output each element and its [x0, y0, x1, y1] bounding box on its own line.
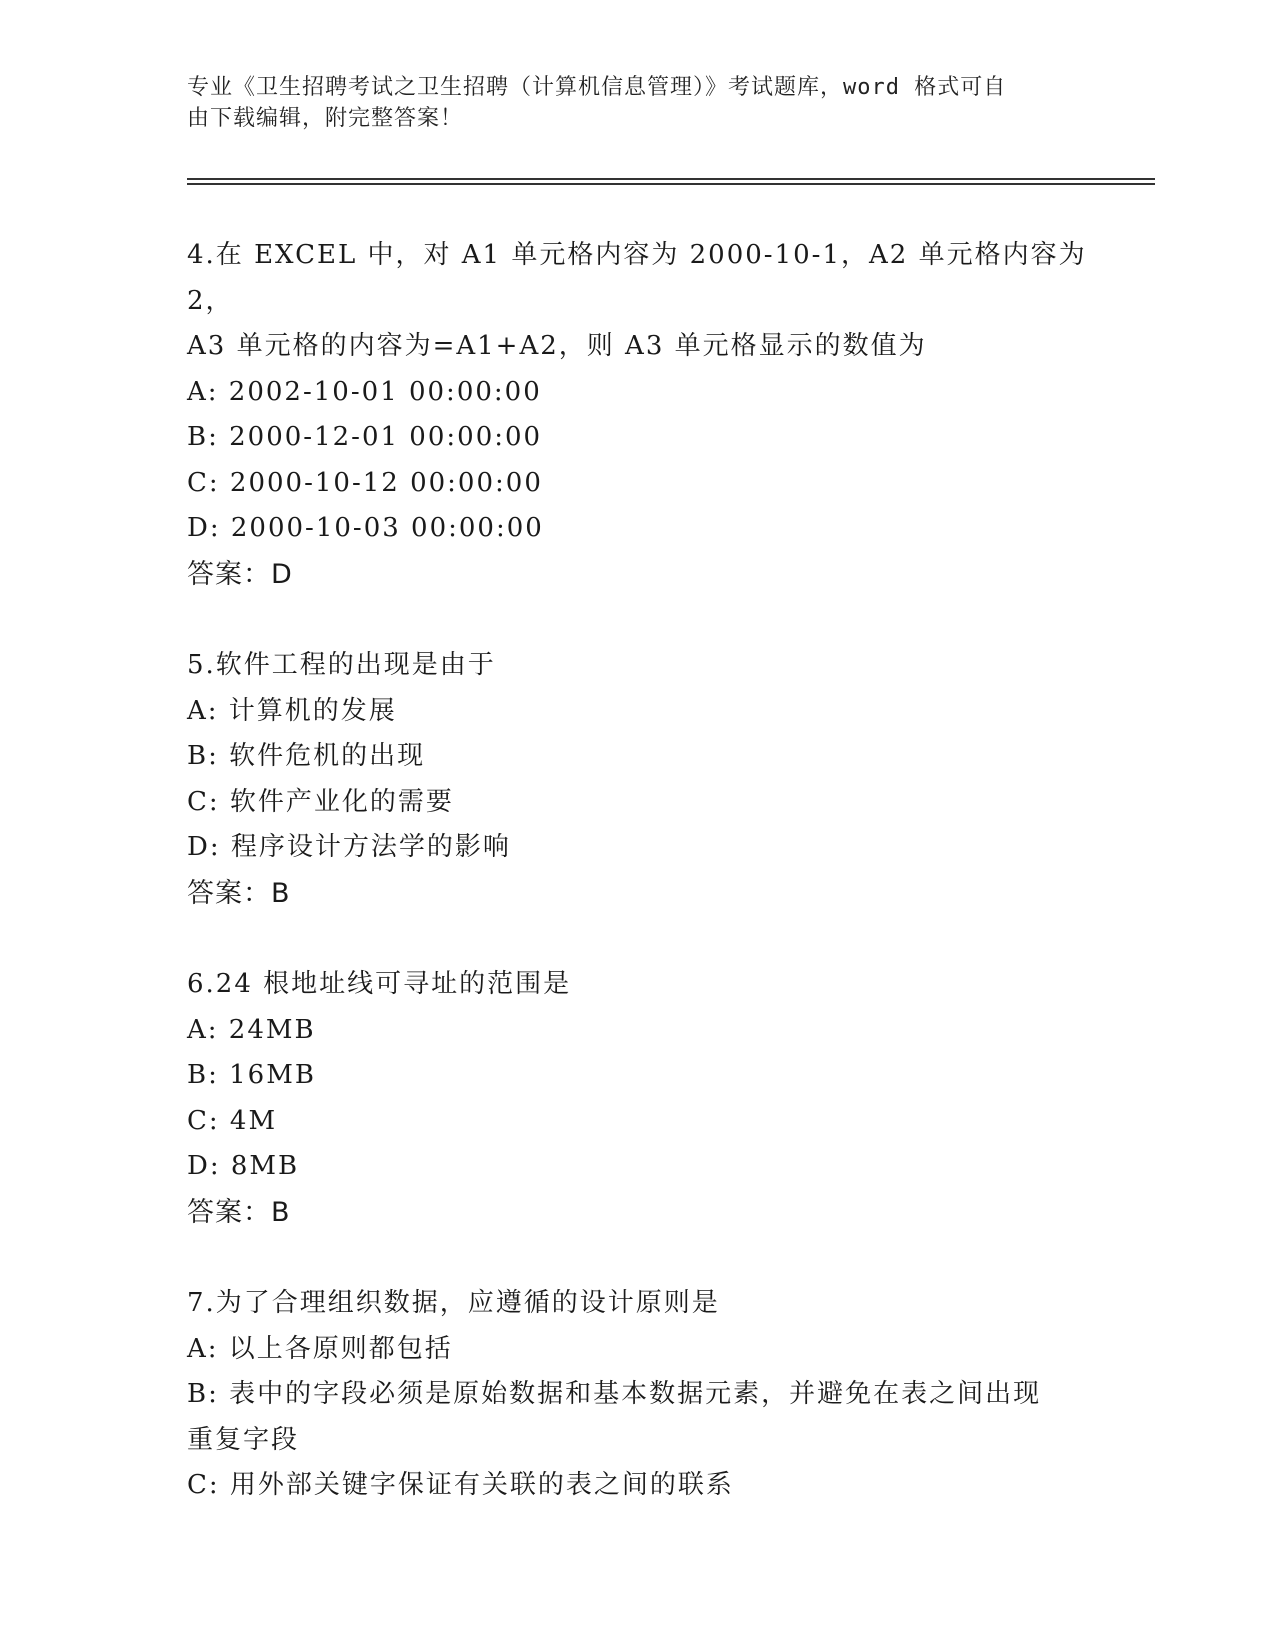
header-divider-top [187, 178, 1155, 180]
option-c: C: 软件产业化的需要 [187, 786, 454, 817]
option-b: B: 软件危机的出现 [187, 741, 426, 771]
question-stem-line: 4.在 EXCEL 中，对 A1 单元格内容为 2000-10-1，A2 单元格内容为 2， [187, 240, 1097, 316]
question-5 [187, 643, 1087, 916]
option-b: B: 表中的字段必须是原始数据和基本数据元素，并避免在表之间出现 [187, 1379, 1042, 1409]
option-a: A: 计算机的发展 [187, 695, 397, 726]
answer-line: 答案：B [187, 877, 291, 909]
question-stem-line: A3 单元格的内容为=A1+A2，则 A3 单元格显示的数值为 [187, 331, 927, 361]
option-a: A: 24MB [187, 1014, 316, 1045]
option-a: A: 2002-10-01 00:00:00 [187, 376, 542, 407]
answer-line: 答案：B [187, 1196, 291, 1228]
question-4 [187, 233, 1097, 597]
option-c: C: 用外部关键字保证有关联的表之间的联系 [187, 1470, 734, 1500]
question-list [187, 233, 1097, 1509]
option-b-continued: 重复字段 [187, 1424, 300, 1455]
question-stem-line: 5.软件工程的出现是由于 [187, 650, 496, 680]
answer-line: 答案：D [187, 558, 293, 590]
question-7 [187, 1281, 1087, 1509]
option-d: D: 程序设计方法学的影响 [187, 832, 511, 862]
question-stem-line: 7.为了合理组织数据，应遵循的设计原则是 [187, 1288, 720, 1318]
option-c: C: 4M [187, 1105, 278, 1136]
header-line-1: 专业《卫生招聘考试之卫生招聘（计算机信息管理）》考试题库，word 格式可自 [187, 75, 1007, 100]
option-a: A: 以上各原则都包括 [187, 1333, 453, 1364]
header-line-2: 由下载编辑，附完整答案！ [187, 106, 464, 131]
option-b: B: 16MB [187, 1060, 316, 1090]
option-c: C: 2000-10-12 00:00:00 [187, 467, 543, 498]
option-b: B: 2000-12-01 00:00:00 [187, 422, 543, 452]
question-6 [187, 962, 1087, 1235]
option-d: D: 8MB [187, 1151, 300, 1181]
document-header [187, 72, 1067, 134]
header-divider-bottom [187, 183, 1155, 185]
question-stem-line: 6.24 根地址线可寻址的范围是 [187, 969, 572, 999]
option-d: D: 2000-10-03 00:00:00 [187, 513, 544, 543]
